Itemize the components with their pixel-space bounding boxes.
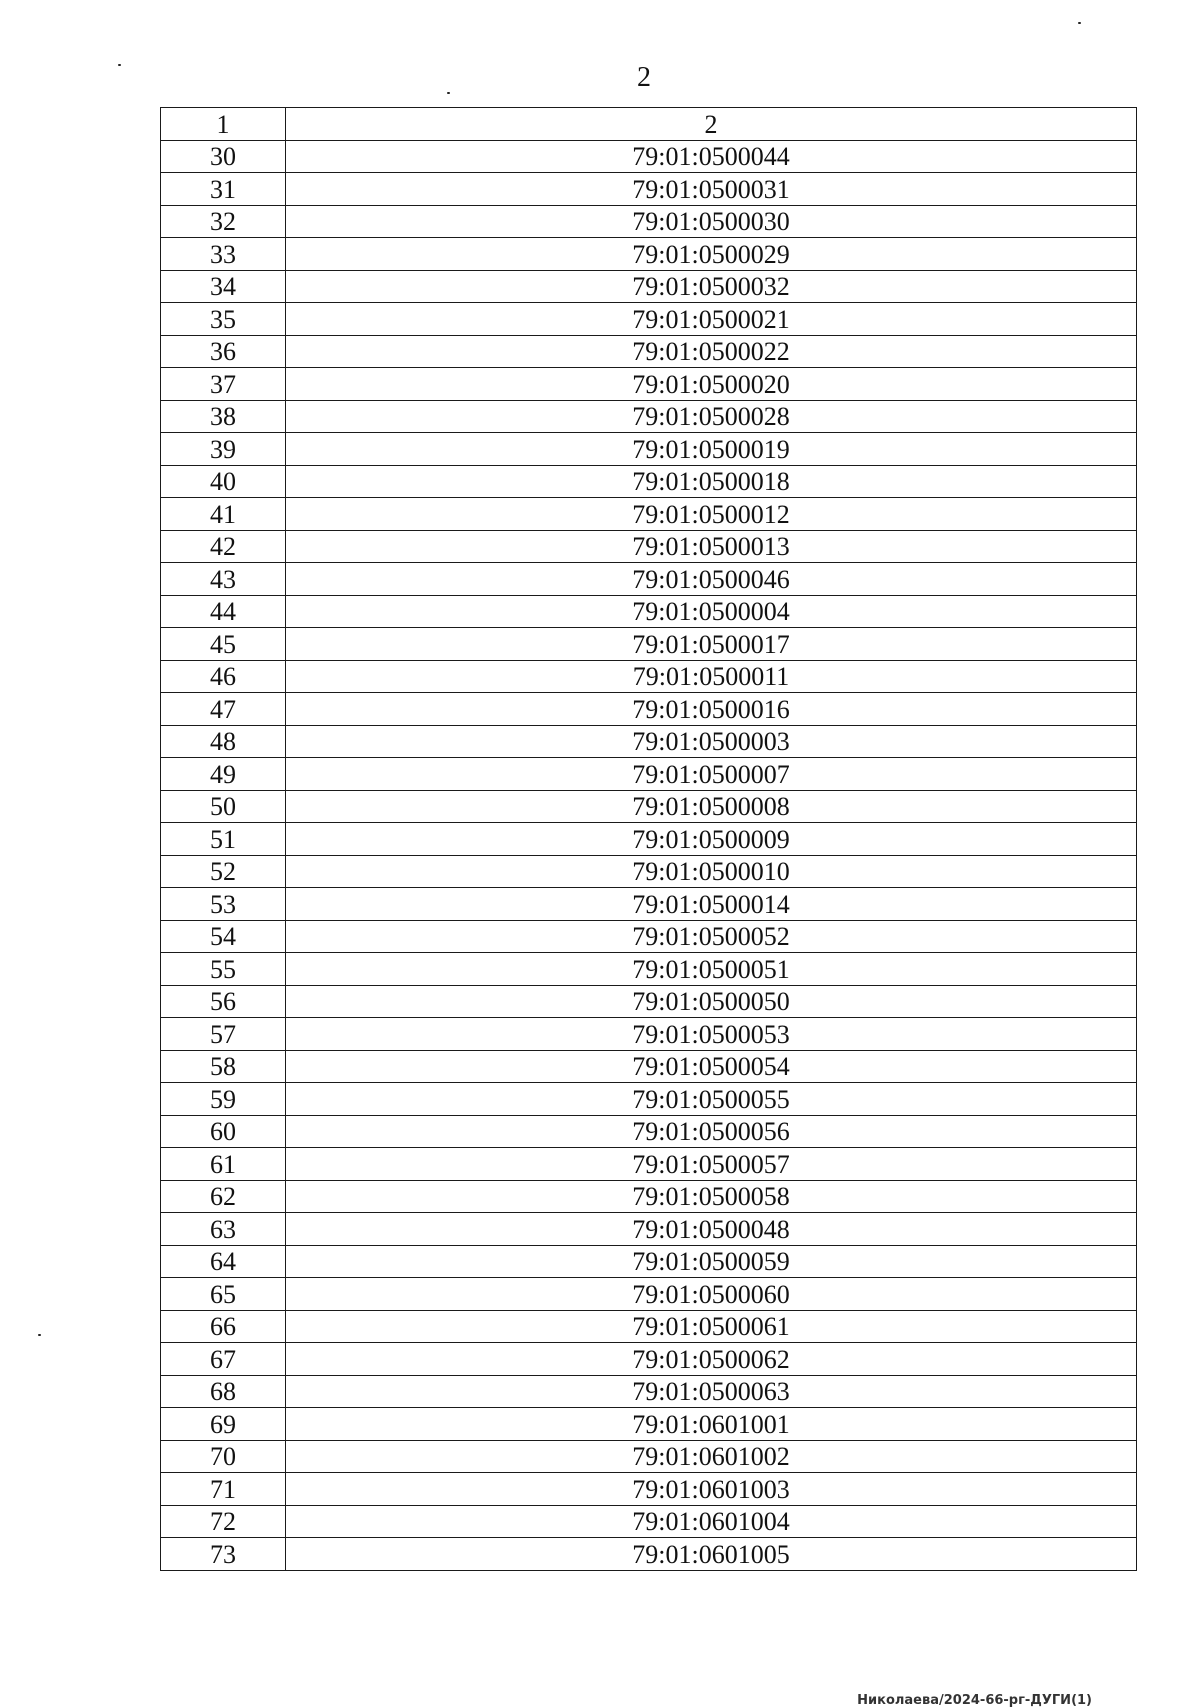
cadastral-number-cell: 79:01:0500031 bbox=[286, 173, 1137, 206]
cadastral-number-cell: 79:01:0601005 bbox=[286, 1538, 1137, 1571]
table-row bbox=[161, 1115, 1137, 1148]
row-number-cell: 54 bbox=[161, 920, 286, 953]
row-number-cell: 41 bbox=[161, 498, 286, 531]
table-header-row bbox=[161, 108, 1137, 141]
row-number-cell: 42 bbox=[161, 530, 286, 563]
row-number-cell: 66 bbox=[161, 1310, 286, 1343]
table-row bbox=[161, 1343, 1137, 1376]
table-row bbox=[161, 238, 1137, 271]
table-row bbox=[161, 465, 1137, 498]
table-row bbox=[161, 1278, 1137, 1311]
row-number-cell: 65 bbox=[161, 1278, 286, 1311]
table-row bbox=[161, 1473, 1137, 1506]
cadastral-number-cell: 79:01:0500010 bbox=[286, 855, 1137, 888]
cadastral-number-cell: 79:01:0500030 bbox=[286, 205, 1137, 238]
row-number-cell: 59 bbox=[161, 1083, 286, 1116]
cadastral-number-cell: 79:01:0500063 bbox=[286, 1375, 1137, 1408]
cadastral-number-cell: 79:01:0500051 bbox=[286, 953, 1137, 986]
table-row bbox=[161, 758, 1137, 791]
row-number-cell: 67 bbox=[161, 1343, 286, 1376]
cadastral-number-cell: 79:01:0500008 bbox=[286, 790, 1137, 823]
cadastral-number-cell: 79:01:0500011 bbox=[286, 660, 1137, 693]
cadastral-number-cell: 79:01:0500060 bbox=[286, 1278, 1137, 1311]
cadastral-number-cell: 79:01:0601001 bbox=[286, 1408, 1137, 1441]
row-number-cell: 48 bbox=[161, 725, 286, 758]
cadastral-number-cell: 79:01:0500061 bbox=[286, 1310, 1137, 1343]
row-number-cell: 47 bbox=[161, 693, 286, 726]
row-number-cell: 34 bbox=[161, 270, 286, 303]
row-number-cell: 51 bbox=[161, 823, 286, 856]
table-row bbox=[161, 628, 1137, 661]
table-row bbox=[161, 205, 1137, 238]
cadastral-number-cell: 79:01:0500012 bbox=[286, 498, 1137, 531]
table-row bbox=[161, 1440, 1137, 1473]
row-number-cell: 73 bbox=[161, 1538, 286, 1571]
table-row bbox=[161, 855, 1137, 888]
page-number: 2 bbox=[637, 62, 651, 93]
row-number-cell: 56 bbox=[161, 985, 286, 1018]
row-number-cell: 49 bbox=[161, 758, 286, 791]
cadastral-number-cell: 79:01:0500018 bbox=[286, 465, 1137, 498]
row-number-cell: 39 bbox=[161, 433, 286, 466]
row-number-cell: 70 bbox=[161, 1440, 286, 1473]
table-row bbox=[161, 823, 1137, 856]
table-row bbox=[161, 270, 1137, 303]
cadastral-table bbox=[160, 107, 1137, 1571]
row-number-cell: 63 bbox=[161, 1213, 286, 1246]
table-row bbox=[161, 693, 1137, 726]
row-number-cell: 43 bbox=[161, 563, 286, 596]
row-number-cell: 58 bbox=[161, 1050, 286, 1083]
table-row bbox=[161, 790, 1137, 823]
header-col-1: 1 bbox=[161, 108, 286, 141]
cadastral-number-cell: 79:01:0500013 bbox=[286, 530, 1137, 563]
table-row bbox=[161, 335, 1137, 368]
scan-speck bbox=[1078, 22, 1081, 24]
table-row bbox=[161, 1050, 1137, 1083]
table-row bbox=[161, 1213, 1137, 1246]
cadastral-number-cell: 79:01:0500022 bbox=[286, 335, 1137, 368]
cadastral-number-cell: 79:01:0500007 bbox=[286, 758, 1137, 791]
table-row bbox=[161, 173, 1137, 206]
cadastral-number-cell: 79:01:0500048 bbox=[286, 1213, 1137, 1246]
row-number-cell: 69 bbox=[161, 1408, 286, 1441]
cadastral-number-cell: 79:01:0500053 bbox=[286, 1018, 1137, 1051]
scan-speck bbox=[118, 64, 121, 66]
table-row bbox=[161, 303, 1137, 336]
row-number-cell: 53 bbox=[161, 888, 286, 921]
cadastral-number-cell: 79:01:0500004 bbox=[286, 595, 1137, 628]
table-row bbox=[161, 985, 1137, 1018]
cadastral-number-cell: 79:01:0500052 bbox=[286, 920, 1137, 953]
table-row bbox=[161, 433, 1137, 466]
row-number-cell: 37 bbox=[161, 368, 286, 401]
row-number-cell: 68 bbox=[161, 1375, 286, 1408]
scan-speck bbox=[447, 92, 450, 94]
cadastral-number-cell: 79:01:0601002 bbox=[286, 1440, 1137, 1473]
row-number-cell: 52 bbox=[161, 855, 286, 888]
table-row bbox=[161, 953, 1137, 986]
table-row bbox=[161, 1408, 1137, 1441]
cadastral-number-cell: 79:01:0500059 bbox=[286, 1245, 1137, 1278]
table-row bbox=[161, 563, 1137, 596]
row-number-cell: 38 bbox=[161, 400, 286, 433]
row-number-cell: 36 bbox=[161, 335, 286, 368]
row-number-cell: 44 bbox=[161, 595, 286, 628]
cadastral-number-cell: 79:01:0601003 bbox=[286, 1473, 1137, 1506]
cadastral-number-cell: 79:01:0500055 bbox=[286, 1083, 1137, 1116]
table-row bbox=[161, 595, 1137, 628]
table-row bbox=[161, 530, 1137, 563]
cadastral-number-cell: 79:01:0500050 bbox=[286, 985, 1137, 1018]
table-row bbox=[161, 1538, 1137, 1571]
cadastral-number-cell: 79:01:0500016 bbox=[286, 693, 1137, 726]
cadastral-number-cell: 79:01:0500044 bbox=[286, 140, 1137, 173]
row-number-cell: 72 bbox=[161, 1505, 286, 1538]
row-number-cell: 61 bbox=[161, 1148, 286, 1181]
table-row bbox=[161, 368, 1137, 401]
table-row bbox=[161, 1375, 1137, 1408]
table-body bbox=[161, 108, 1137, 1571]
cadastral-number-cell: 79:01:0500029 bbox=[286, 238, 1137, 271]
cadastral-number-cell: 79:01:0500017 bbox=[286, 628, 1137, 661]
cadastral-number-cell: 79:01:0500058 bbox=[286, 1180, 1137, 1213]
document-code: Николаева/2024-66-рг-ДУГИ(1) bbox=[857, 1693, 1092, 1708]
table-row bbox=[161, 1245, 1137, 1278]
cadastral-number-cell: 79:01:0500014 bbox=[286, 888, 1137, 921]
table-row bbox=[161, 660, 1137, 693]
header-col-2: 2 bbox=[286, 108, 1137, 141]
row-number-cell: 60 bbox=[161, 1115, 286, 1148]
row-number-cell: 45 bbox=[161, 628, 286, 661]
table-row bbox=[161, 1310, 1137, 1343]
cadastral-number-cell: 79:01:0500054 bbox=[286, 1050, 1137, 1083]
table-row bbox=[161, 140, 1137, 173]
row-number-cell: 33 bbox=[161, 238, 286, 271]
row-number-cell: 71 bbox=[161, 1473, 286, 1506]
row-number-cell: 55 bbox=[161, 953, 286, 986]
cadastral-number-cell: 79:01:0601004 bbox=[286, 1505, 1137, 1538]
scan-speck bbox=[38, 1334, 41, 1336]
row-number-cell: 31 bbox=[161, 173, 286, 206]
table-row bbox=[161, 400, 1137, 433]
cadastral-number-cell: 79:01:0500057 bbox=[286, 1148, 1137, 1181]
row-number-cell: 46 bbox=[161, 660, 286, 693]
row-number-cell: 57 bbox=[161, 1018, 286, 1051]
table-row bbox=[161, 1083, 1137, 1116]
table-row bbox=[161, 1180, 1137, 1213]
table-row bbox=[161, 1018, 1137, 1051]
row-number-cell: 64 bbox=[161, 1245, 286, 1278]
table-row bbox=[161, 1505, 1137, 1538]
table-row bbox=[161, 725, 1137, 758]
cadastral-number-cell: 79:01:0500032 bbox=[286, 270, 1137, 303]
cadastral-number-cell: 79:01:0500028 bbox=[286, 400, 1137, 433]
cadastral-number-cell: 79:01:0500021 bbox=[286, 303, 1137, 336]
cadastral-number-cell: 79:01:0500062 bbox=[286, 1343, 1137, 1376]
row-number-cell: 62 bbox=[161, 1180, 286, 1213]
cadastral-number-cell: 79:01:0500046 bbox=[286, 563, 1137, 596]
row-number-cell: 35 bbox=[161, 303, 286, 336]
row-number-cell: 32 bbox=[161, 205, 286, 238]
row-number-cell: 50 bbox=[161, 790, 286, 823]
table-row bbox=[161, 920, 1137, 953]
cadastral-number-cell: 79:01:0500009 bbox=[286, 823, 1137, 856]
row-number-cell: 30 bbox=[161, 140, 286, 173]
table-row bbox=[161, 498, 1137, 531]
cadastral-number-cell: 79:01:0500019 bbox=[286, 433, 1137, 466]
cadastral-number-cell: 79:01:0500056 bbox=[286, 1115, 1137, 1148]
cadastral-number-cell: 79:01:0500020 bbox=[286, 368, 1137, 401]
cadastral-number-cell: 79:01:0500003 bbox=[286, 725, 1137, 758]
row-number-cell: 40 bbox=[161, 465, 286, 498]
table-row bbox=[161, 1148, 1137, 1181]
table-row bbox=[161, 888, 1137, 921]
